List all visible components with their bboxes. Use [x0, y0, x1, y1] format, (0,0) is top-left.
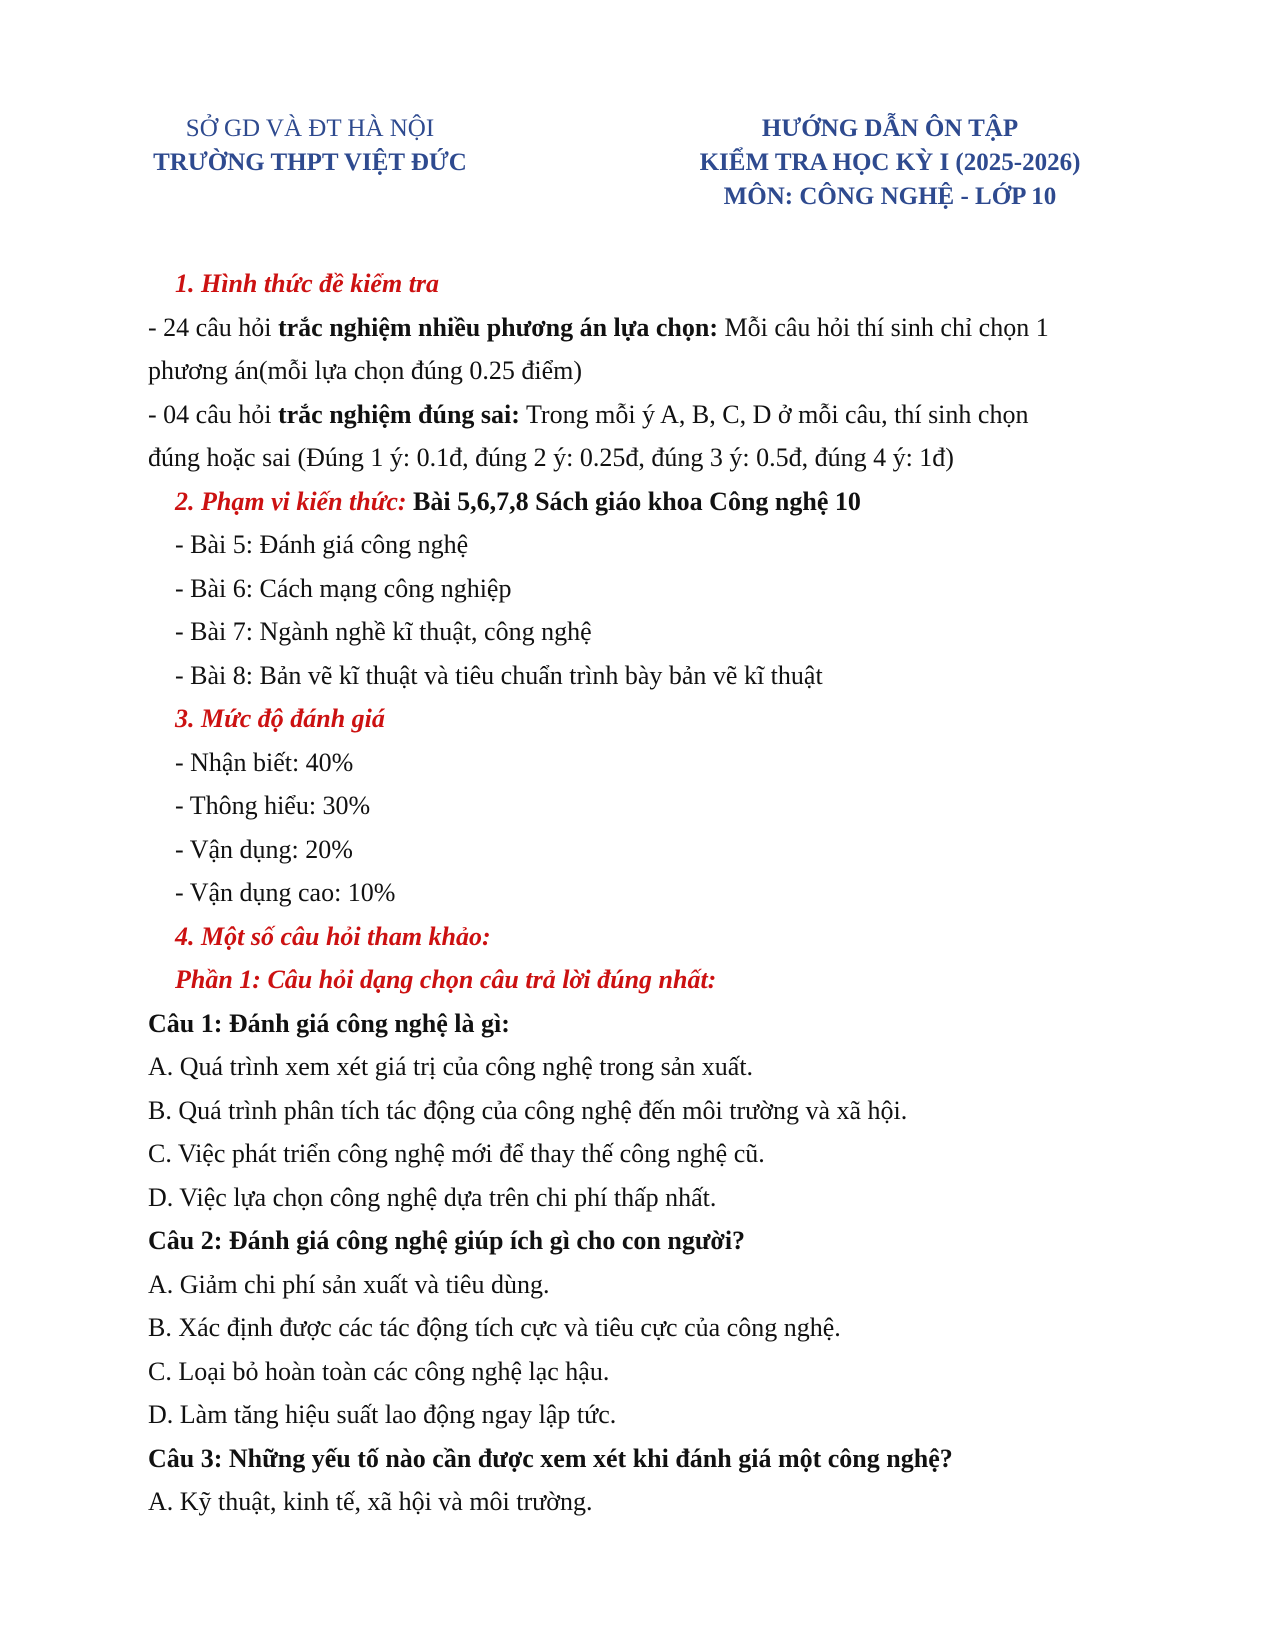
- section-2-item: - Bài 8: Bản vẽ kĩ thuật và tiêu chuẩn trình bày bản vẽ kĩ thuật: [175, 660, 823, 690]
- document-title: HƯỚNG DẪN ÔN TẬP: [761, 115, 1019, 142]
- school-name: TRƯỜNG THPT VIỆT ĐỨC: [153, 149, 467, 176]
- section-1-item-1: [148, 306, 1158, 350]
- section-2-item: - Bài 6: Cách mạng công nghiệp: [175, 573, 512, 603]
- section-1-item-2-cont: đúng hoặc sai (Đúng 1 ý: 0.1đ, đúng 2 ý: 0.25đ, đúng 3 ý: 0.5đ, đúng 4 ý: 1đ): [148, 443, 954, 472]
- question-2-option: A. Giảm chi phí sản xuất và tiêu dùng.: [148, 1269, 550, 1299]
- question-2-option: C. Loại bỏ hoàn toàn các công nghệ lạc hậu.: [148, 1356, 610, 1386]
- question-2-option: D. Làm tăng hiệu suất lao động ngay lập tức.: [148, 1400, 617, 1429]
- section-1-item-2: [148, 393, 1158, 437]
- section-4-heading: 4. Một số câu hỏi tham khảo:: [175, 921, 491, 951]
- question-1-option: D. Việc lựa chọn công nghệ dựa trên chi phí thấp nhất.: [148, 1182, 717, 1212]
- item-text: Trong mỗi ý A, B, C, D ở mỗi câu, thí sinh chọn: [519, 399, 1029, 429]
- section-3-item: - Vận dụng cao: 10%: [175, 878, 396, 907]
- section-2-item: - Bài 5: Đánh giá công nghệ: [175, 530, 469, 559]
- question-1-option: C. Việc phát triển công nghệ mới để thay thế công nghệ cũ.: [148, 1139, 765, 1168]
- document-body: [148, 262, 1158, 1524]
- document-title-block: [640, 112, 1140, 214]
- item-text: - 04 câu hỏi: [148, 399, 278, 429]
- section-2-heading: [148, 480, 1158, 524]
- school-header: [100, 112, 520, 180]
- item-text: Mỗi câu hỏi thí sinh chỉ chọn 1: [717, 312, 1049, 342]
- question-1: Câu 1: Đánh giá công nghệ là gì:: [148, 1008, 510, 1038]
- section-1-item-1-cont: phương án(mỗi lựa chọn đúng 0.25 điểm): [148, 356, 583, 385]
- section-2-item: - Bài 7: Ngành nghề kĩ thuật, công nghệ: [175, 617, 592, 646]
- question-2-option: B. Xác định được các tác động tích cực và tiêu cực của công nghệ.: [148, 1313, 841, 1342]
- section-3-item: - Nhận biết: 40%: [175, 747, 354, 777]
- section-3-heading: 3. Mức độ đánh giá: [175, 704, 385, 733]
- question-3: Câu 3: Những yếu tố nào cần được xem xét khi đánh giá một công nghệ?: [148, 1443, 953, 1473]
- exam-title: KIỂM TRA HỌC KỲ I (2025-2026): [699, 149, 1081, 176]
- section-2-title: 2. Phạm vi kiến thức:: [175, 486, 407, 516]
- part-1-heading: Phần 1: Câu hỏi dạng chọn câu trả lời đúng nhất:: [175, 965, 717, 994]
- question-1-option: A. Quá trình xem xét giá trị của công nghệ trong sản xuất.: [148, 1052, 754, 1081]
- item-bold-text: trắc nghiệm đúng sai:: [277, 399, 520, 429]
- department-name: SỞ GD VÀ ĐT HÀ NỘI: [185, 115, 435, 142]
- item-bold-text: trắc nghiệm nhiều phương án lựa chọn:: [277, 312, 718, 342]
- section-2-title-tail: Bài 5,6,7,8 Sách giáo khoa Công nghệ 10: [406, 486, 861, 516]
- section-3-item: - Thông hiểu: 30%: [175, 791, 371, 820]
- item-text: - 24 câu hỏi: [148, 312, 278, 342]
- section-3-item: - Vận dụng: 20%: [175, 834, 353, 864]
- question-1-option: B. Quá trình phân tích tác động của công nghệ đến môi trường và xã hội.: [148, 1095, 908, 1125]
- question-3-option: A. Kỹ thuật, kinh tế, xã hội và môi trường.: [148, 1487, 593, 1516]
- section-1-heading: 1. Hình thức đề kiểm tra: [175, 269, 440, 298]
- subject-title: MÔN: CÔNG NGHỆ - LỚP 10: [723, 183, 1057, 210]
- question-2: Câu 2: Đánh giá công nghệ giúp ích gì cho con người?: [148, 1226, 746, 1255]
